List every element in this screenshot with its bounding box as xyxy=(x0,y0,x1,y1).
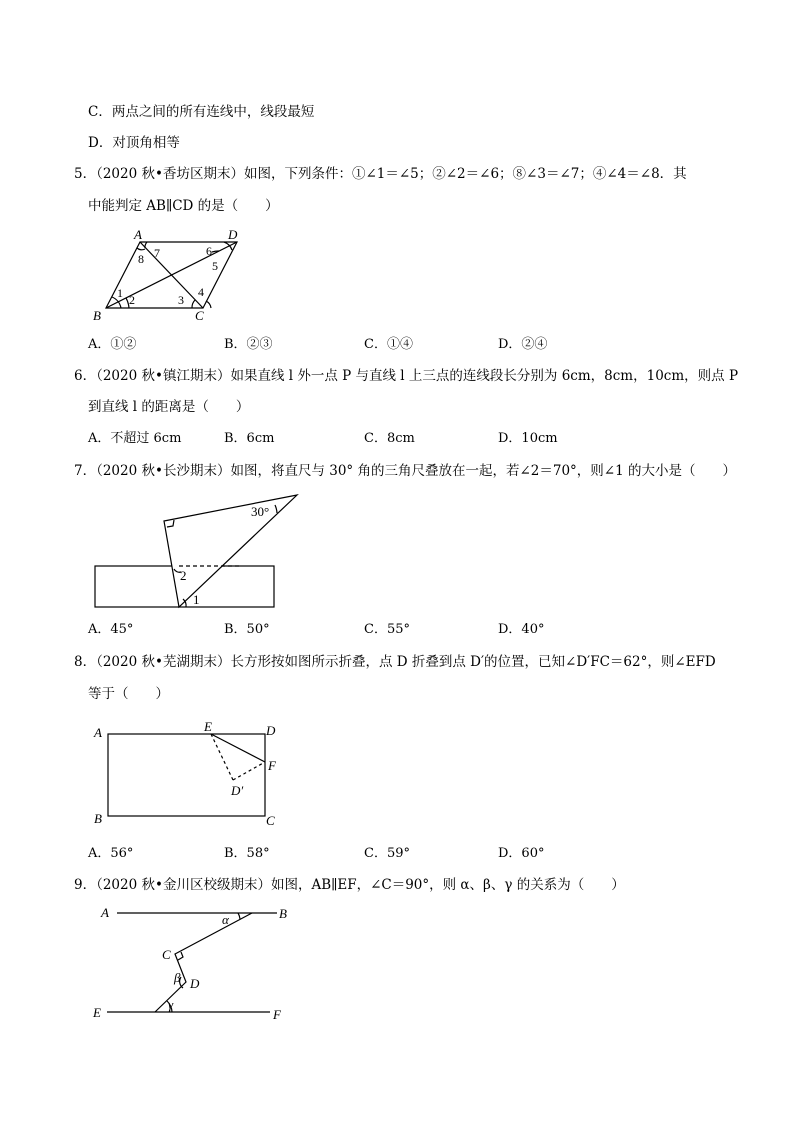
q8-label-d-prime: D′ xyxy=(231,783,244,798)
q6-option-c: C．8cm xyxy=(364,431,415,446)
q5-label-a: A xyxy=(134,227,142,242)
q9-label-a: A xyxy=(101,905,109,920)
q7-option-d: D．40° xyxy=(498,622,545,637)
q7-angle-2: 2 xyxy=(180,568,187,583)
q5-stem-line2: 中能判定 AB∥CD 的是（ ） xyxy=(88,198,279,214)
q7-option-b: B．50° xyxy=(224,622,270,637)
q5-label-d: D xyxy=(228,227,238,242)
q8-label-c: C xyxy=(266,813,275,828)
q6-option-d: D．10cm xyxy=(498,431,558,446)
q8-stem-line2: 等于（ ） xyxy=(88,686,169,702)
q9-label-beta: β xyxy=(174,970,181,985)
q9-label-gamma: γ xyxy=(168,997,174,1012)
q8-option-c: C．59° xyxy=(364,846,410,861)
q9-label-c: C xyxy=(162,947,171,962)
q9-stem-line1: 9．（2020 秋•金川区校级期末）如图，AB∥EF，∠C＝90°，则 α、β、γ 的关系为（ ） xyxy=(74,877,625,893)
q5-angle-5: 5 xyxy=(212,259,218,273)
q5-angle-2: 2 xyxy=(129,293,135,307)
q4-option-d: D．对顶角相等 xyxy=(88,135,180,151)
q6-option-a: A．不超过 6cm xyxy=(88,431,182,446)
q8-option-d: D．60° xyxy=(498,846,545,861)
q5-angle-1: 1 xyxy=(117,286,123,300)
q6-option-b: B．6cm xyxy=(224,431,275,446)
q5-stem-line1: 5．（2020 秋•香坊区期末）如图，下列条件：①∠1＝∠5；②∠2＝∠6；⑧∠3＝∠7；④∠4＝∠8．其 xyxy=(74,166,687,182)
q7-option-a: A．45° xyxy=(88,622,134,637)
q6-stem-line1: 6．（2020 秋•镇江期末）如果直线 l 外一点 P 与直线 l 上三点的连线段长分别为 6cm，8cm，10cm，则点 P xyxy=(74,368,739,384)
q5-label-b: B xyxy=(93,308,101,323)
q7-stem-line1: 7．（2020 秋•长沙期末）如图，将直尺与 30° 角的三角尺叠放在一起，若∠2＝70°，则∠1 的大小是（ ） xyxy=(74,463,736,479)
q5-label-c: C xyxy=(195,308,204,323)
q8-label-e: E xyxy=(204,719,212,734)
q9-label-alpha: α xyxy=(222,912,229,927)
q5-option-b: B．②③ xyxy=(224,337,273,352)
q9-label-d: D xyxy=(190,976,200,991)
q6-stem-line2: 到直线 l 的距离是（ ） xyxy=(88,399,250,415)
q8-label-d: D xyxy=(266,723,276,738)
q5-angle-4: 4 xyxy=(198,285,204,299)
q9-label-f: F xyxy=(273,1007,281,1022)
q8-option-a: A．56° xyxy=(88,846,134,861)
q4-option-c: C．两点之间的所有连线中，线段最短 xyxy=(88,104,315,120)
q5-angle-7: 7 xyxy=(154,246,160,260)
q5-angle-8: 8 xyxy=(138,252,144,266)
q8-option-b: B．58° xyxy=(224,846,270,861)
q5-option-d: D．②④ xyxy=(498,337,548,352)
q5-option-c: C．①④ xyxy=(364,337,413,352)
q9-label-e: E xyxy=(93,1005,101,1020)
q8-stem-line1: 8．（2020 秋•芜湖期末）长方形按如图所示折叠，点 D 折叠到点 D′的位置，已知∠D′FC＝62°，则∠EFD xyxy=(74,654,716,670)
q5-angle-3: 3 xyxy=(178,293,184,307)
q5-angle-6: 6 xyxy=(206,244,212,258)
q8-label-f: F xyxy=(268,758,276,773)
q5-option-a: A．①② xyxy=(88,337,137,352)
q7-option-c: C．55° xyxy=(364,622,410,637)
q7-angle-1: 1 xyxy=(193,592,200,607)
q7-label-30deg: 30° xyxy=(251,504,270,519)
q9-label-b: B xyxy=(279,906,287,921)
q8-label-a: A xyxy=(94,725,102,740)
q8-label-b: B xyxy=(94,811,102,826)
